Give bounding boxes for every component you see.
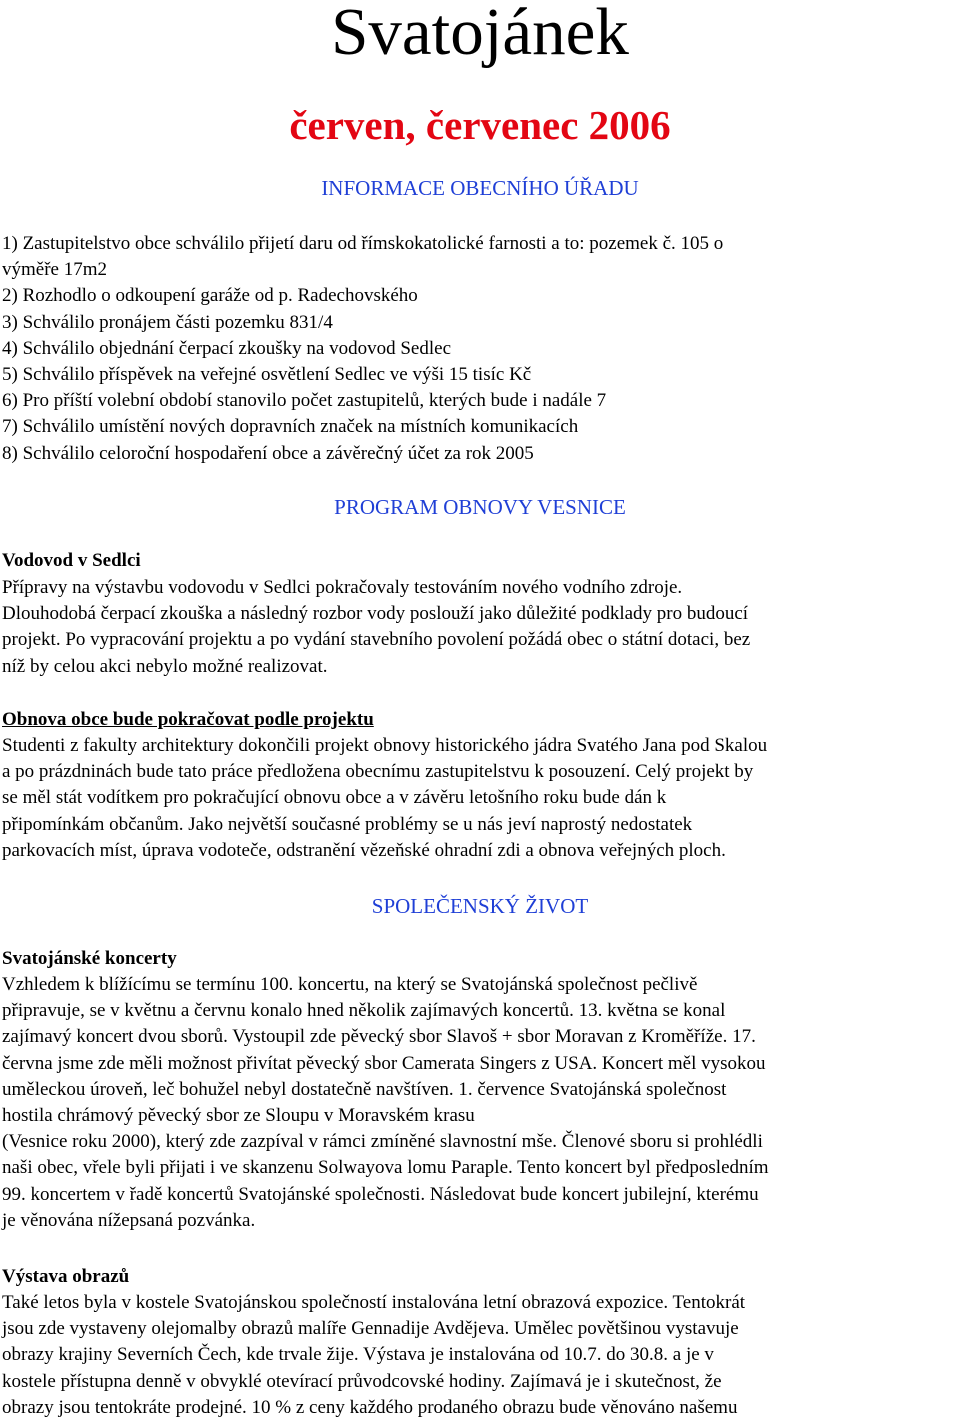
resolution-line: 7) Schválilo umístění nových dopravních značek na místních komunikacích [2,416,579,438]
paragraph-line: Přípravy na výstavbu vodovodu v Sedlci pokračovaly testováním nového vodního zdroje. [2,577,683,598]
article-title-project: Obnova obce bude pokračovat podle projektu [2,709,374,730]
paragraph-line: a po prázdninách bude tato práce předložena obecnímu zastupitelstvu k posouzení. Celý projekt by [2,761,754,783]
paragraph-line: Dlouhodobá čerpací zkouška a následný rozbor vody poslouží jako důležité podklady pro budoucí [2,603,749,625]
resolution-line: 1) Zastupitelstvo obce schválilo přijetí daru od římskokatolické farnosti a to: pozemek č. 105 o [2,233,724,254]
paragraph-line: připravuje, se v květnu a červnu konalo hned několik zajímavých koncertů. 13. května se konal [2,1000,726,1022]
paragraph-line: připomínkám občanům. Jako největší současné problémy se u nás jeví naprostý nedostatek [2,813,693,835]
resolution-line: 8) Schválilo celoroční hospodaření obce a závěrečný účet za rok 2005 [2,442,534,464]
paragraph-line: níž by celou akci nebylo možné realizovat. [2,655,328,677]
article-body-exhibition [2,1290,960,1421]
resolution-line: výměře 17m2 [2,259,108,281]
resolution-line: 5) Schválilo příspěvek na veřejné osvětlení Sedlec ve výši 15 tisíc Kč [2,363,532,385]
article-body-water [2,575,960,680]
issue-date: červen, červenec 2006 [289,102,671,148]
paragraph-line: kostele přístupna denně v obvyklé otevírací průvodcovské hodiny. Zajímavá je i skutečnost, že [2,1370,722,1392]
paragraph-line: je věnována nížepsaná pozvánka. [2,1209,256,1231]
paragraph-line: uměleckou úroveň, leč bohužel nebyl dostatečně navštíven. 1. července Svatojánská společnost [2,1078,727,1100]
article-title-water: Vodovod v Sedlci [2,550,141,571]
paragraph-line: června jsme zde měli možnost přivítat pěvecký sbor Camerata Singers z USA. Koncert měl vysokou [2,1052,766,1074]
paragraph-line: hostila chrámový pěvecký sbor ze Sloupu v Moravském krasu [2,1104,475,1126]
resolution-line: 4) Schválilo objednání čerpací zkoušky na vodovod Sedlec [2,337,452,359]
section-heading-renewal: PROGRAM OBNOVY VESNICE [334,495,626,519]
paragraph-line: Také letos byla v kostele Svatojánskou společností instalována letní obrazová expozice. Tentokrát [2,1292,746,1313]
paragraph-line: zajímavý koncert dvou sborů. Vystoupil zde pěvecký sbor Slavoš + sbor Moravan z Kroměříže. 17. [2,1026,756,1048]
paragraph-line: 99. koncertem v řadě koncertů Svatojánské společnosti. Následovat bude koncert jubilejní, kterému [2,1183,759,1205]
newsletter-title: Svatojánek [331,0,629,69]
paragraph-line: Vzhledem k blížícímu se termínu 100. koncertu, na který se Svatojánská společnost pečlivě [2,974,698,995]
article-body-concerts [2,972,960,1234]
resolution-line: 3) Schválilo pronájem části pozemku 831/4 [2,311,333,333]
section-heading-office: INFORMACE OBECNÍHO ÚŘADU [321,176,639,200]
paragraph-line: obrazy jsou tentokráte prodejné. 10 % z ceny každého prodaného obrazu bude věnováno našemu [2,1396,738,1418]
paragraph-line: parkovacích míst, úprava vodoteče, odstranění vězeňské ohradní zdi a obnova veřejných ploch. [2,839,726,861]
article-title-concerts: Svatojánské koncerty [2,948,177,969]
paragraph-line: (Vesnice roku 2000), který zde zazpíval v rámci zmíněné slavnostní mše. Členové sboru si prohlédli [2,1131,763,1153]
article-body-project [2,733,960,864]
section-heading-social: SPOLEČENSKÝ ŽIVOT [371,894,589,918]
office-resolutions [2,231,960,467]
paragraph-line: Studenti z fakulty architektury dokončili projekt obnovy historického jádra Svatého Jana pod Skalou [2,735,768,756]
paragraph-line: obrazy krajiny Severních Čech, kde trvale žije. Výstava je instalována od 10.7. do 30.8. a je v [2,1344,714,1366]
paragraph-line: naši obec, vřele byli přijati i ve skanzenu Solwayova lomu Paraple. Tento koncert byl předposledním [2,1157,769,1179]
resolution-line: 6) Pro příští volební období stanovilo počet zastupitelů, kterých bude i nadále 7 [2,390,607,412]
paragraph-line: jsou zde vystaveny olejomalby obrazů malíře Gennadije Avdějeva. Umělec povětšinou vystavuje [2,1318,739,1340]
paragraph-line: se měl stát vodítkem pro pokračující obnovu obce a v závěru letošního roku bude dán k [2,787,667,809]
paragraph-line: projekt. Po vypracování projektu a po vydání stavebního povolení požádá obec o státní dotaci, bez [2,629,751,651]
article-title-exhibition: Výstava obrazů [2,1266,130,1287]
resolution-line: 2) Rozhodlo o odkoupení garáže od p. Radechovského [2,285,418,307]
